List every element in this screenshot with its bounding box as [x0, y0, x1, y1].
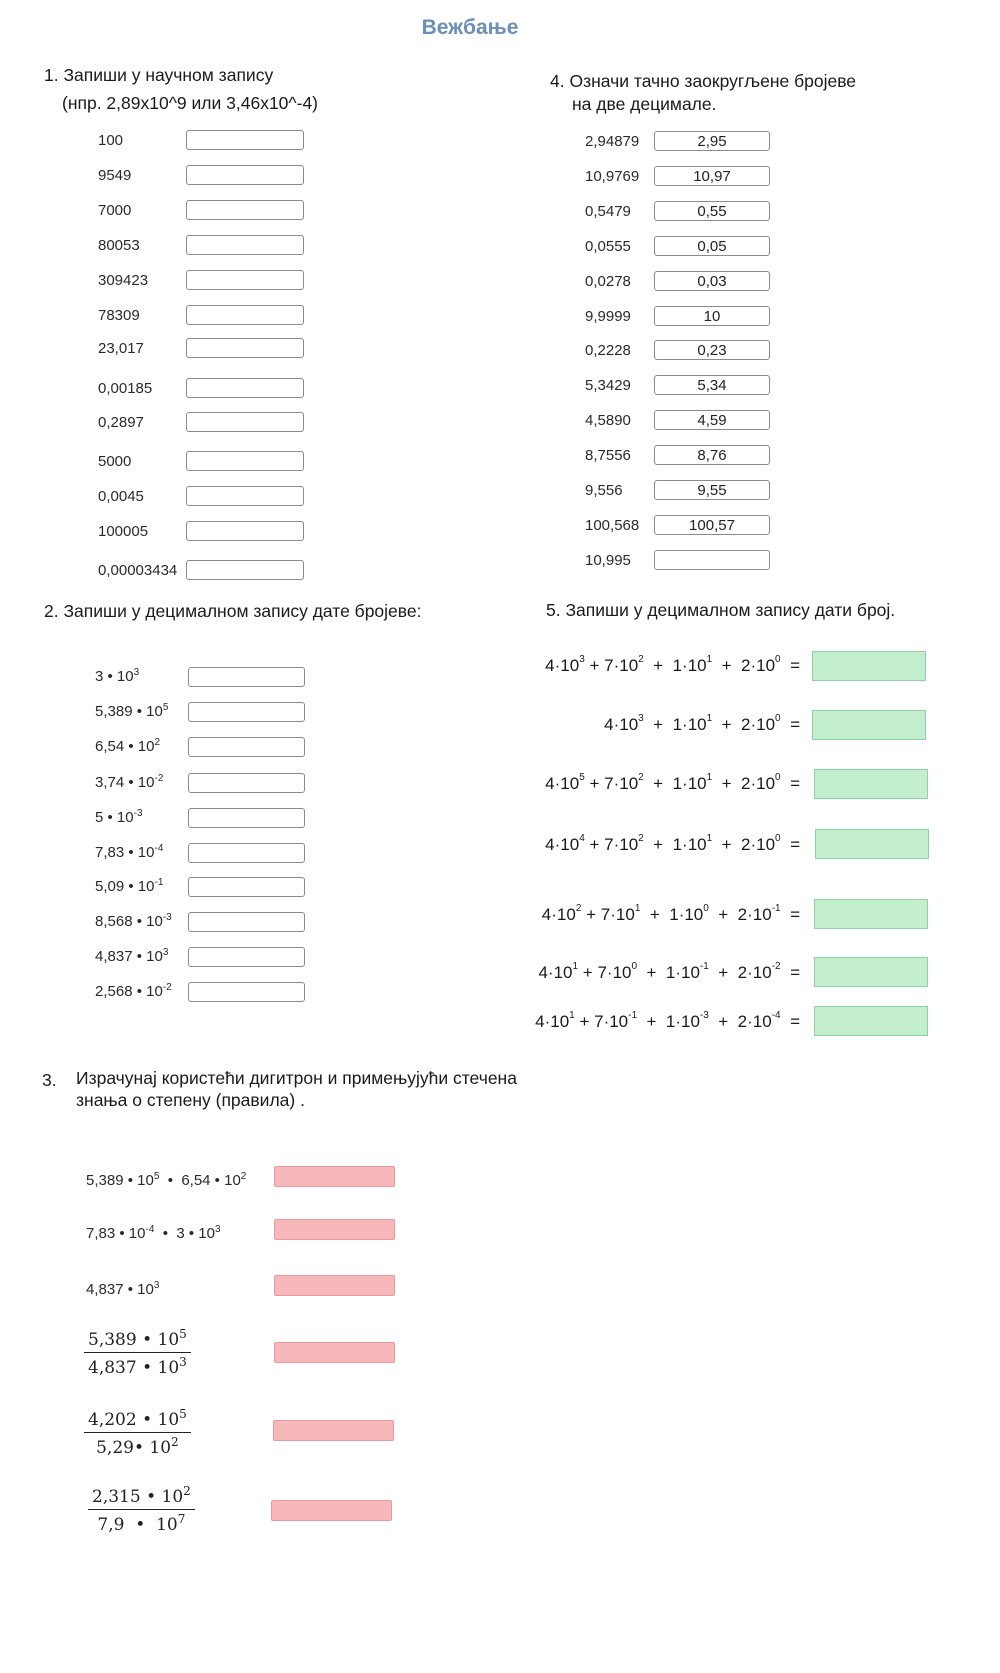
section4-heading-line2: на две децимале. [572, 94, 717, 114]
section2-answer-input[interactable] [188, 773, 305, 793]
section2-power-label: 4,837 • $10^3$ [95, 947, 169, 965]
section3-product-1: 5,389 • $10^5$ • 6,54 • $10^2$ [86, 1171, 247, 1189]
section5-expression: $4\cdot 10^3 + 1\cdot 10^1 + 2\cdot 10^0$ = [604, 713, 800, 734]
section1-number-label: 309423 [98, 272, 149, 289]
section3-heading-line1: Израчунај користећи дигитрон и примењујући стечена [76, 1068, 517, 1088]
section4-value-label: 0,5479 [585, 203, 631, 220]
section2-power-label: 7,83 • $10^{-4}$ [95, 843, 164, 861]
section4-value-label: 2,94879 [585, 133, 640, 150]
section1-answer-input[interactable] [186, 560, 304, 580]
section1-number-label: 7000 [98, 202, 132, 219]
section1-answer-input[interactable] [186, 235, 304, 255]
section2-power-label: 2,568 • $10^{-2}$ [95, 982, 172, 1000]
section4-value-label: 0,0555 [585, 238, 631, 255]
section1-heading [44, 63, 273, 87]
section2-answer-input[interactable] [188, 667, 305, 687]
section5-title: Запиши у децималном запису дати број. [565, 600, 896, 620]
section4-rounded-input[interactable] [654, 410, 770, 430]
section4-rounded-input[interactable] [654, 236, 770, 256]
section5-answer-field[interactable] [812, 651, 926, 681]
section3-answer-5[interactable] [273, 1420, 394, 1441]
section1-title: Запиши у научном запису [63, 65, 274, 85]
section1-number-label: 0,00003434 [98, 562, 178, 579]
section5-answer-field[interactable] [814, 957, 928, 987]
section1-answer-input[interactable] [186, 412, 304, 432]
section4-value-label: 0,0278 [585, 273, 631, 290]
section2-answer-input[interactable] [188, 808, 305, 828]
page-title: Вежбање [421, 16, 519, 39]
section4-value-label: 10,995 [585, 552, 631, 569]
section5-expression: $4\cdot 10^2 + 7\cdot 10^1 + 1\cdot 10^0 + 2\cdot 10^{-1}$ = [541, 903, 800, 924]
section4-value-label: 10,9769 [585, 168, 640, 185]
section2-heading [44, 599, 421, 623]
section4-value-label: 100,568 [585, 517, 640, 534]
section4-rounded-input[interactable] [654, 271, 770, 291]
section4-value-label: 9,556 [585, 482, 623, 499]
section1-number-label: 100005 [98, 523, 149, 540]
section4-rounded-input[interactable] [654, 480, 770, 500]
section1-number-label: 80053 [98, 237, 140, 254]
section4-value-label: 9,9999 [585, 308, 631, 325]
section2-answer-input[interactable] [188, 982, 305, 1002]
section2-answer-input[interactable] [188, 912, 305, 932]
section2-power-label: 6,54 • $10^2$ [95, 737, 161, 755]
section5-answer-field[interactable] [814, 1006, 928, 1036]
section3-heading-line2: знања о степену (правила) . [76, 1090, 305, 1110]
section1-answer-input[interactable] [186, 270, 304, 290]
section1-answer-input[interactable] [186, 130, 304, 150]
section1-answer-input[interactable] [186, 165, 304, 185]
section2-answer-input[interactable] [188, 877, 305, 897]
section5-heading [546, 598, 895, 622]
section4-value-label: 8,7556 [585, 447, 631, 464]
section2-power-label: 5 • $10^{-3}$ [95, 808, 143, 826]
section2-power-label: 5,09 • $10^{-1}$ [95, 877, 164, 895]
section1-number-label: 0,00185 [98, 380, 153, 397]
section1-example: (нпр. 2,89х10^9 или 3,46х10^-4) [62, 93, 319, 113]
section3-fraction-3: $\frac{2,315 • 10^2}{7,9 • 10^7}$ [88, 1484, 195, 1535]
section1-answer-input[interactable] [186, 378, 304, 398]
section1-answer-input[interactable] [186, 338, 304, 358]
section3-answer-3[interactable] [274, 1275, 395, 1296]
section4-number: 4. [550, 71, 565, 91]
section3-number: 3. [42, 1070, 57, 1090]
section1-number: 1. [44, 65, 59, 85]
section1-answer-input[interactable] [186, 305, 304, 325]
section5-answer-field[interactable] [815, 829, 929, 859]
section5-expression: $4\cdot 10^1 + 7\cdot 10^{-1} + 1\cdot 10^{-3} + 2\cdot 10^{-4}$ = [535, 1010, 800, 1031]
section1-number-label: 0,0045 [98, 488, 144, 505]
section3-answer-1[interactable] [274, 1166, 395, 1187]
section4-value-label: 5,3429 [585, 377, 631, 394]
section4-value-label: 0,2228 [585, 342, 631, 359]
section4-rounded-input[interactable] [654, 166, 770, 186]
section4-rounded-input[interactable] [654, 340, 770, 360]
section1-answer-input[interactable] [186, 521, 304, 541]
section2-answer-input[interactable] [188, 737, 305, 757]
section4-rounded-input[interactable] [654, 515, 770, 535]
section1-number-label: 9549 [98, 167, 132, 184]
section2-number: 2. [44, 601, 59, 621]
section5-answer-field[interactable] [814, 899, 928, 929]
section3-single: 4,837 • $10^3$ [86, 1280, 160, 1298]
section1-number-label: 100 [98, 132, 124, 149]
section3-answer-6[interactable] [271, 1500, 392, 1521]
section2-answer-input[interactable] [188, 702, 305, 722]
section2-power-label: 8,568 • $10^{-3}$ [95, 912, 172, 930]
section3-answer-2[interactable] [274, 1219, 395, 1240]
section5-answer-field[interactable] [814, 769, 928, 799]
section2-answer-input[interactable] [188, 947, 305, 967]
section4-rounded-input[interactable] [654, 550, 770, 570]
section1-number-label: 5000 [98, 453, 132, 470]
section1-answer-input[interactable] [186, 451, 304, 471]
section1-number-label: 78309 [98, 307, 140, 324]
section4-rounded-input[interactable] [654, 445, 770, 465]
section4-rounded-input[interactable] [654, 201, 770, 221]
section2-title: Запиши у децималном запису дате бројеве: [63, 601, 422, 621]
section5-expression: $4\cdot 10^5 + 7\cdot 10^2 + 1\cdot 10^1 + 2\cdot 10^0$ = [545, 772, 800, 793]
section1-answer-input[interactable] [186, 486, 304, 506]
section2-power-label: 5,389 • $10^5$ [95, 702, 169, 720]
section4-rounded-input[interactable] [654, 131, 770, 151]
section4-rounded-input[interactable] [654, 306, 770, 326]
section4-title: Означи тачно заокругљене бројеве [569, 71, 857, 91]
section5-expression: $4\cdot 10^3 + 7\cdot 10^2 + 1\cdot 10^1 + 2\cdot 10^0$ = [545, 654, 800, 675]
section2-power-label: 3,74 • $10^{-2}$ [95, 773, 164, 791]
section1-answer-input[interactable] [186, 200, 304, 220]
section5-answer-field[interactable] [812, 710, 926, 740]
section3-fraction-2: $\frac{4,202 • 10^5}{5,29• 10^2}$ [84, 1407, 191, 1458]
section3-answer-4[interactable] [274, 1342, 395, 1363]
section2-answer-input[interactable] [188, 843, 305, 863]
section4-heading [550, 69, 856, 93]
section3-product-2: 7,83 • $10^{-4}$ • 3 • $10^3$ [86, 1224, 221, 1242]
section5-expression: $4\cdot 10^1 + 7\cdot 10^0 + 1\cdot 10^{-1} + 2\cdot 10^{-2}$ = [538, 961, 800, 982]
section4-value-label: 4,5890 [585, 412, 631, 429]
section5-number: 5. [546, 600, 561, 620]
section4-rounded-input[interactable] [654, 375, 770, 395]
section3-fraction-1: $\frac{5,389 • 10^5}{4,837 • 10^3}$ [84, 1327, 191, 1378]
section5-expression: $4\cdot 10^4 + 7\cdot 10^2 + 1\cdot 10^1 + 2\cdot 10^0$ = [545, 833, 800, 854]
section1-number-label: 0,2897 [98, 414, 144, 431]
section2-power-label: 3 • $10^3$ [95, 667, 140, 685]
section1-number-label: 23,017 [98, 340, 144, 357]
